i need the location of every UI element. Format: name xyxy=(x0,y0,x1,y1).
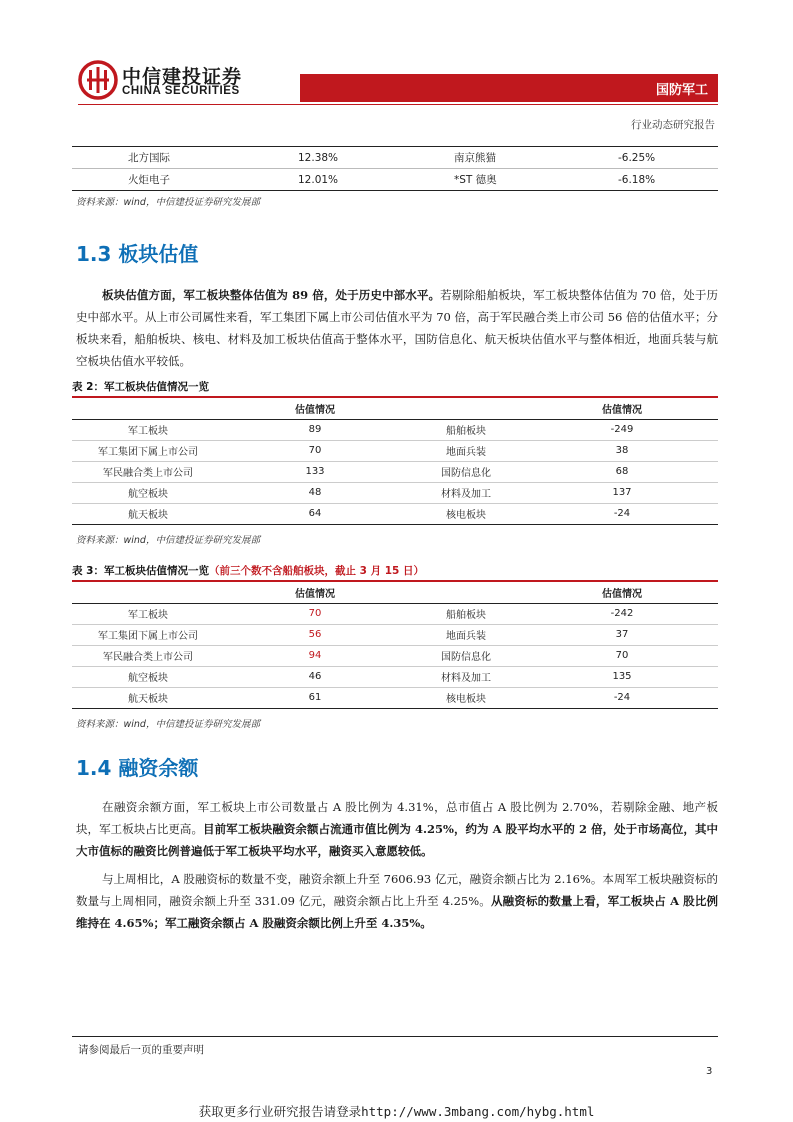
footer-divider xyxy=(72,1036,718,1037)
table-row xyxy=(72,645,718,666)
column-header: 估值情况 xyxy=(224,582,406,603)
table-cell: 航空板块 xyxy=(72,666,224,687)
table-cell: 135 xyxy=(526,666,718,687)
promo-link-text[interactable]: 获取更多行业研究报告请登录http://www.3mbang.com/hybg.html xyxy=(198,1104,595,1119)
table-cell: 材料及加工 xyxy=(406,666,526,687)
table-cell: 航空板块 xyxy=(72,482,224,503)
table-cell: *ST 德奥 xyxy=(454,169,618,191)
table-row xyxy=(72,603,718,624)
table-row xyxy=(72,440,718,461)
table-cell: 12.38% xyxy=(298,147,454,169)
table-row xyxy=(72,461,718,482)
table-row xyxy=(72,687,718,708)
paragraph xyxy=(76,868,718,934)
disclaimer-note: 请参阅最后一页的重要声明 xyxy=(78,1044,204,1056)
table-row xyxy=(72,666,718,687)
valuation-table-excl-shipbuilding xyxy=(72,582,718,709)
header-divider xyxy=(78,104,718,105)
report-type: 行业动态研究报告 xyxy=(631,119,715,131)
column-header: 估值情况 xyxy=(526,398,718,419)
table-cell: 70 xyxy=(224,603,406,624)
table-cell: -249 xyxy=(526,419,718,440)
table-cell: 70 xyxy=(224,440,406,461)
page-number: 3 xyxy=(706,1066,713,1077)
table-row xyxy=(72,482,718,503)
table-cell: 核电板块 xyxy=(406,687,526,708)
table-cell: 火炬电子 xyxy=(128,169,298,191)
table-cell: -6.18% xyxy=(618,169,718,191)
table-cell: 航天板块 xyxy=(72,687,224,708)
table-row xyxy=(72,503,718,524)
table-cell: 军工板块 xyxy=(72,603,224,624)
body-text: 在融资余额方面，军工板块上市公司数量占 A 股比例为 4.31%，总市值占 A 股比例为 2.70%，若剔除金融、地产板块，军工板块占比更高。 xyxy=(76,800,718,836)
table-cell: 38 xyxy=(526,440,718,461)
table-cell: 船舶板块 xyxy=(406,419,526,440)
section-title: 1.3 板块估值 xyxy=(76,242,199,266)
table-row xyxy=(72,169,718,191)
table-cell: -24 xyxy=(526,503,718,524)
table-cell: 军工集团下属上市公司 xyxy=(72,624,224,645)
table-cell: 137 xyxy=(526,482,718,503)
table-cell: 航天板块 xyxy=(72,503,224,524)
body-text: 若剔除船舶板块，军工板块整体估值为 70 倍，处于历史中部水平。从上市公司属性来看，军工集团下属上市公司估值水平为 70 倍，高于军民融合类上市公司 56 倍的估值水平；分板块来看，船舶板块、核电、材料及加工板块估值高于整体水平，国防信息化、航天板块估值水平与整体相近，地面兵装与航空板块估值水平较低。 xyxy=(76,288,718,368)
table-cell: 133 xyxy=(224,461,406,482)
table-cell: 37 xyxy=(526,624,718,645)
column-header: 估值情况 xyxy=(224,398,406,419)
bold-text: 目前军工板块融资余额占流通市值比例为 4.25%，约为 A 股平均水平的 2 倍，处于市场高位，其中大市值标的融资比例普遍低于军工板块平均水平，融资买入意愿较低。 xyxy=(76,822,719,858)
table-row xyxy=(72,147,718,169)
table-header-row xyxy=(72,582,718,603)
gainers-losers-table xyxy=(72,146,718,191)
table-cell: 地面兵装 xyxy=(406,440,526,461)
table-cell: -242 xyxy=(526,603,718,624)
paragraph xyxy=(76,796,718,862)
source-note: 资料来源：wind，中信建投证券研究发展部 xyxy=(76,719,260,730)
table-cell: 核电板块 xyxy=(406,503,526,524)
bold-text: 从融资标的数量上看，军工板块占 A 股比例维持在 4.65%；军工融资余额占 A 股融资余额比例上升至 4.35%。 xyxy=(76,894,718,930)
table-cell: 56 xyxy=(224,624,406,645)
caption-note: （前三个数不含船舶板块，截止 3 月 15 日） xyxy=(208,565,425,577)
category-banner xyxy=(300,74,718,102)
table-cell: 89 xyxy=(224,419,406,440)
table-cell: -24 xyxy=(526,687,718,708)
table-cell: 46 xyxy=(224,666,406,687)
table-cell: 94 xyxy=(224,645,406,666)
table-caption: 表 2：军工板块估值情况一览 xyxy=(72,381,209,393)
table-cell: 军工板块 xyxy=(72,419,224,440)
table-row xyxy=(72,624,718,645)
table-cell: 船舶板块 xyxy=(406,603,526,624)
source-note: 资料来源：wind，中信建投证券研究发展部 xyxy=(76,197,260,208)
table-cell: -6.25% xyxy=(618,147,718,169)
valuation-table xyxy=(72,398,718,525)
table-cell: 64 xyxy=(224,503,406,524)
company-logo xyxy=(78,60,248,102)
table-cell: 68 xyxy=(526,461,718,482)
table-cell: 北方国际 xyxy=(128,147,298,169)
section-title: 1.4 融资余额 xyxy=(76,756,199,780)
table-cell: 军民融合类上市公司 xyxy=(72,461,224,482)
paragraph xyxy=(76,284,718,372)
logo-text-en: CHINA SECURITIES xyxy=(122,85,240,97)
table-cell: 12.01% xyxy=(298,169,454,191)
table-cell: 48 xyxy=(224,482,406,503)
bold-text: 板块估值方面，军工板块整体估值为 89 倍，处于历史中部水平。 xyxy=(102,288,441,302)
caption-text: 表 3：军工板块估值情况一览 xyxy=(72,565,209,577)
logo-emblem-icon xyxy=(78,60,118,100)
table-cell: 70 xyxy=(526,645,718,666)
table-cell: 军工集团下属上市公司 xyxy=(72,440,224,461)
table-cell: 国防信息化 xyxy=(406,461,526,482)
table-cell: 军民融合类上市公司 xyxy=(72,645,224,666)
table-header-row xyxy=(72,398,718,419)
table-cell: 材料及加工 xyxy=(406,482,526,503)
table-cell: 地面兵装 xyxy=(406,624,526,645)
table-caption xyxy=(72,563,424,578)
source-note: 资料来源：wind，中信建投证券研究发展部 xyxy=(76,535,260,546)
column-header: 估值情况 xyxy=(526,582,718,603)
table-cell: 61 xyxy=(224,687,406,708)
table-row xyxy=(72,419,718,440)
body-text: 与上周相比，A 股融资标的数量不变，融资余额上升至 7606.93 亿元，融资余额占比为 2.16%。本周军工板块融资标的数量与上周相同，融资余额上升至 331.09 亿元，融资余额占比上升至 4.25%。 xyxy=(76,872,718,908)
table-cell: 国防信息化 xyxy=(406,645,526,666)
table-cell: 南京熊猫 xyxy=(454,147,618,169)
logo-text-cn: 中信建投证券 xyxy=(122,66,243,88)
category-label: 国防军工 xyxy=(655,83,708,98)
